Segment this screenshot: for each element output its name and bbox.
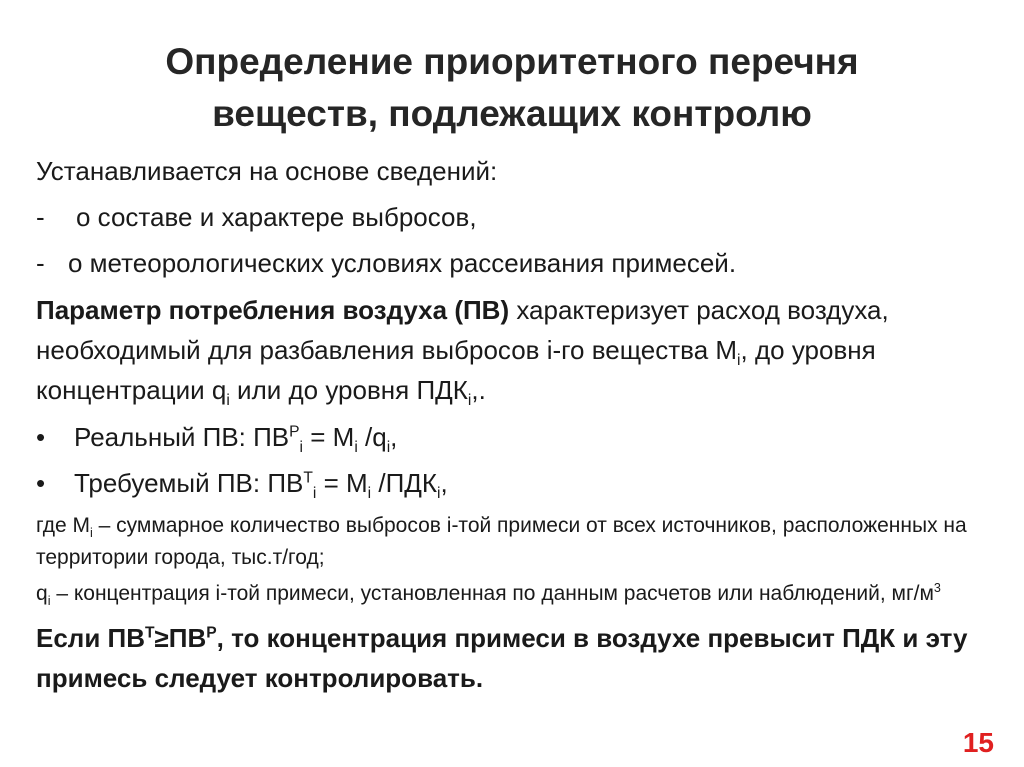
formula-real (74, 414, 397, 460)
param-text-3: или до уровня ПДК (229, 375, 468, 405)
formula-sub-2: i (367, 485, 372, 503)
list-item (36, 194, 1006, 240)
param-term: Параметр потребления воздуха (ПВ) (36, 295, 510, 325)
intro-text: Устанавливается на основе сведений: (36, 156, 498, 186)
bullet-required (36, 460, 1006, 506)
bullet-icon: • (36, 468, 46, 498)
bullet-icon: • (36, 422, 46, 452)
formula-sub-3: i (437, 485, 441, 503)
param-sub-3: i (467, 392, 472, 410)
formula-sub-2: i (354, 439, 358, 457)
conclusion-part-3: , то концентрация примеси в воздухе превысит ПДК и эту примесь следует контролировать. (36, 623, 968, 693)
note-q (36, 578, 1006, 610)
page-number: 15 (962, 727, 994, 758)
note-m-sub: i (89, 526, 93, 541)
formula-mid: = M (303, 422, 355, 452)
formula-suffix: , (440, 468, 448, 498)
title-line-1: Определение приоритетного перечня (165, 41, 859, 82)
param-text-1: характеризует расход воздуха, необходимый для разбавления выбросов i-го вещества М (36, 295, 889, 365)
slide-body (36, 148, 1006, 698)
conclusion-part-1: Если ПВ (36, 623, 145, 653)
formula-prefix: Требуемый ПВ: ПВ (74, 468, 304, 498)
list-item-text: о метеорологических условиях рассеивания примесей. (68, 248, 737, 278)
param-sub-2: i (226, 392, 230, 410)
conclusion-sup-2: Р (206, 624, 217, 642)
dash-marker: - (36, 248, 45, 278)
note-q-sup: 3 (933, 581, 941, 595)
list-item-text: о составе и характере выбросов, (76, 202, 477, 232)
slide-title (0, 36, 1024, 140)
title-line-2: веществ, подлежащих контролю (212, 93, 812, 134)
note-q-sub: i (47, 594, 51, 609)
formula-mid-2: /ПДК (371, 468, 438, 498)
param-sub-1: i (737, 352, 741, 370)
note-q-text: – концентрация i-той примеси, установленная по данным расчетов или наблюдений, мг/м (50, 582, 934, 605)
param-text-2: , до уровня концентрации q (36, 335, 876, 405)
formula-mid-2: /q (357, 422, 387, 452)
param-text-4: ,. (471, 375, 486, 405)
conclusion-sup-1: Т (145, 624, 155, 642)
formula-suffix: , (390, 422, 398, 452)
note-m-text: – суммарное количество выбросов i-той примеси от всех источников, расположенных на территории города, тыс.т/год; (36, 514, 967, 569)
formula-sub-3: i (386, 439, 391, 457)
formula-sub: i (312, 485, 317, 503)
conclusion (36, 618, 1006, 698)
dash-marker: - (36, 202, 45, 232)
formula-sup: Т (303, 469, 313, 487)
formula-sup: Р (289, 423, 300, 441)
formula-mid: = M (316, 468, 368, 498)
param-definition (36, 290, 1006, 410)
note-q-prefix: q (36, 582, 48, 605)
formula-prefix: Реальный ПВ: ПВ (74, 422, 290, 452)
note-m-prefix: где M (36, 514, 90, 537)
formula-required (74, 460, 448, 506)
list-item (36, 240, 1006, 286)
formula-sub: i (299, 439, 304, 457)
conclusion-part-2: ≥ПВ (154, 623, 207, 653)
bullet-real (36, 414, 1006, 460)
note-m (36, 510, 1006, 574)
